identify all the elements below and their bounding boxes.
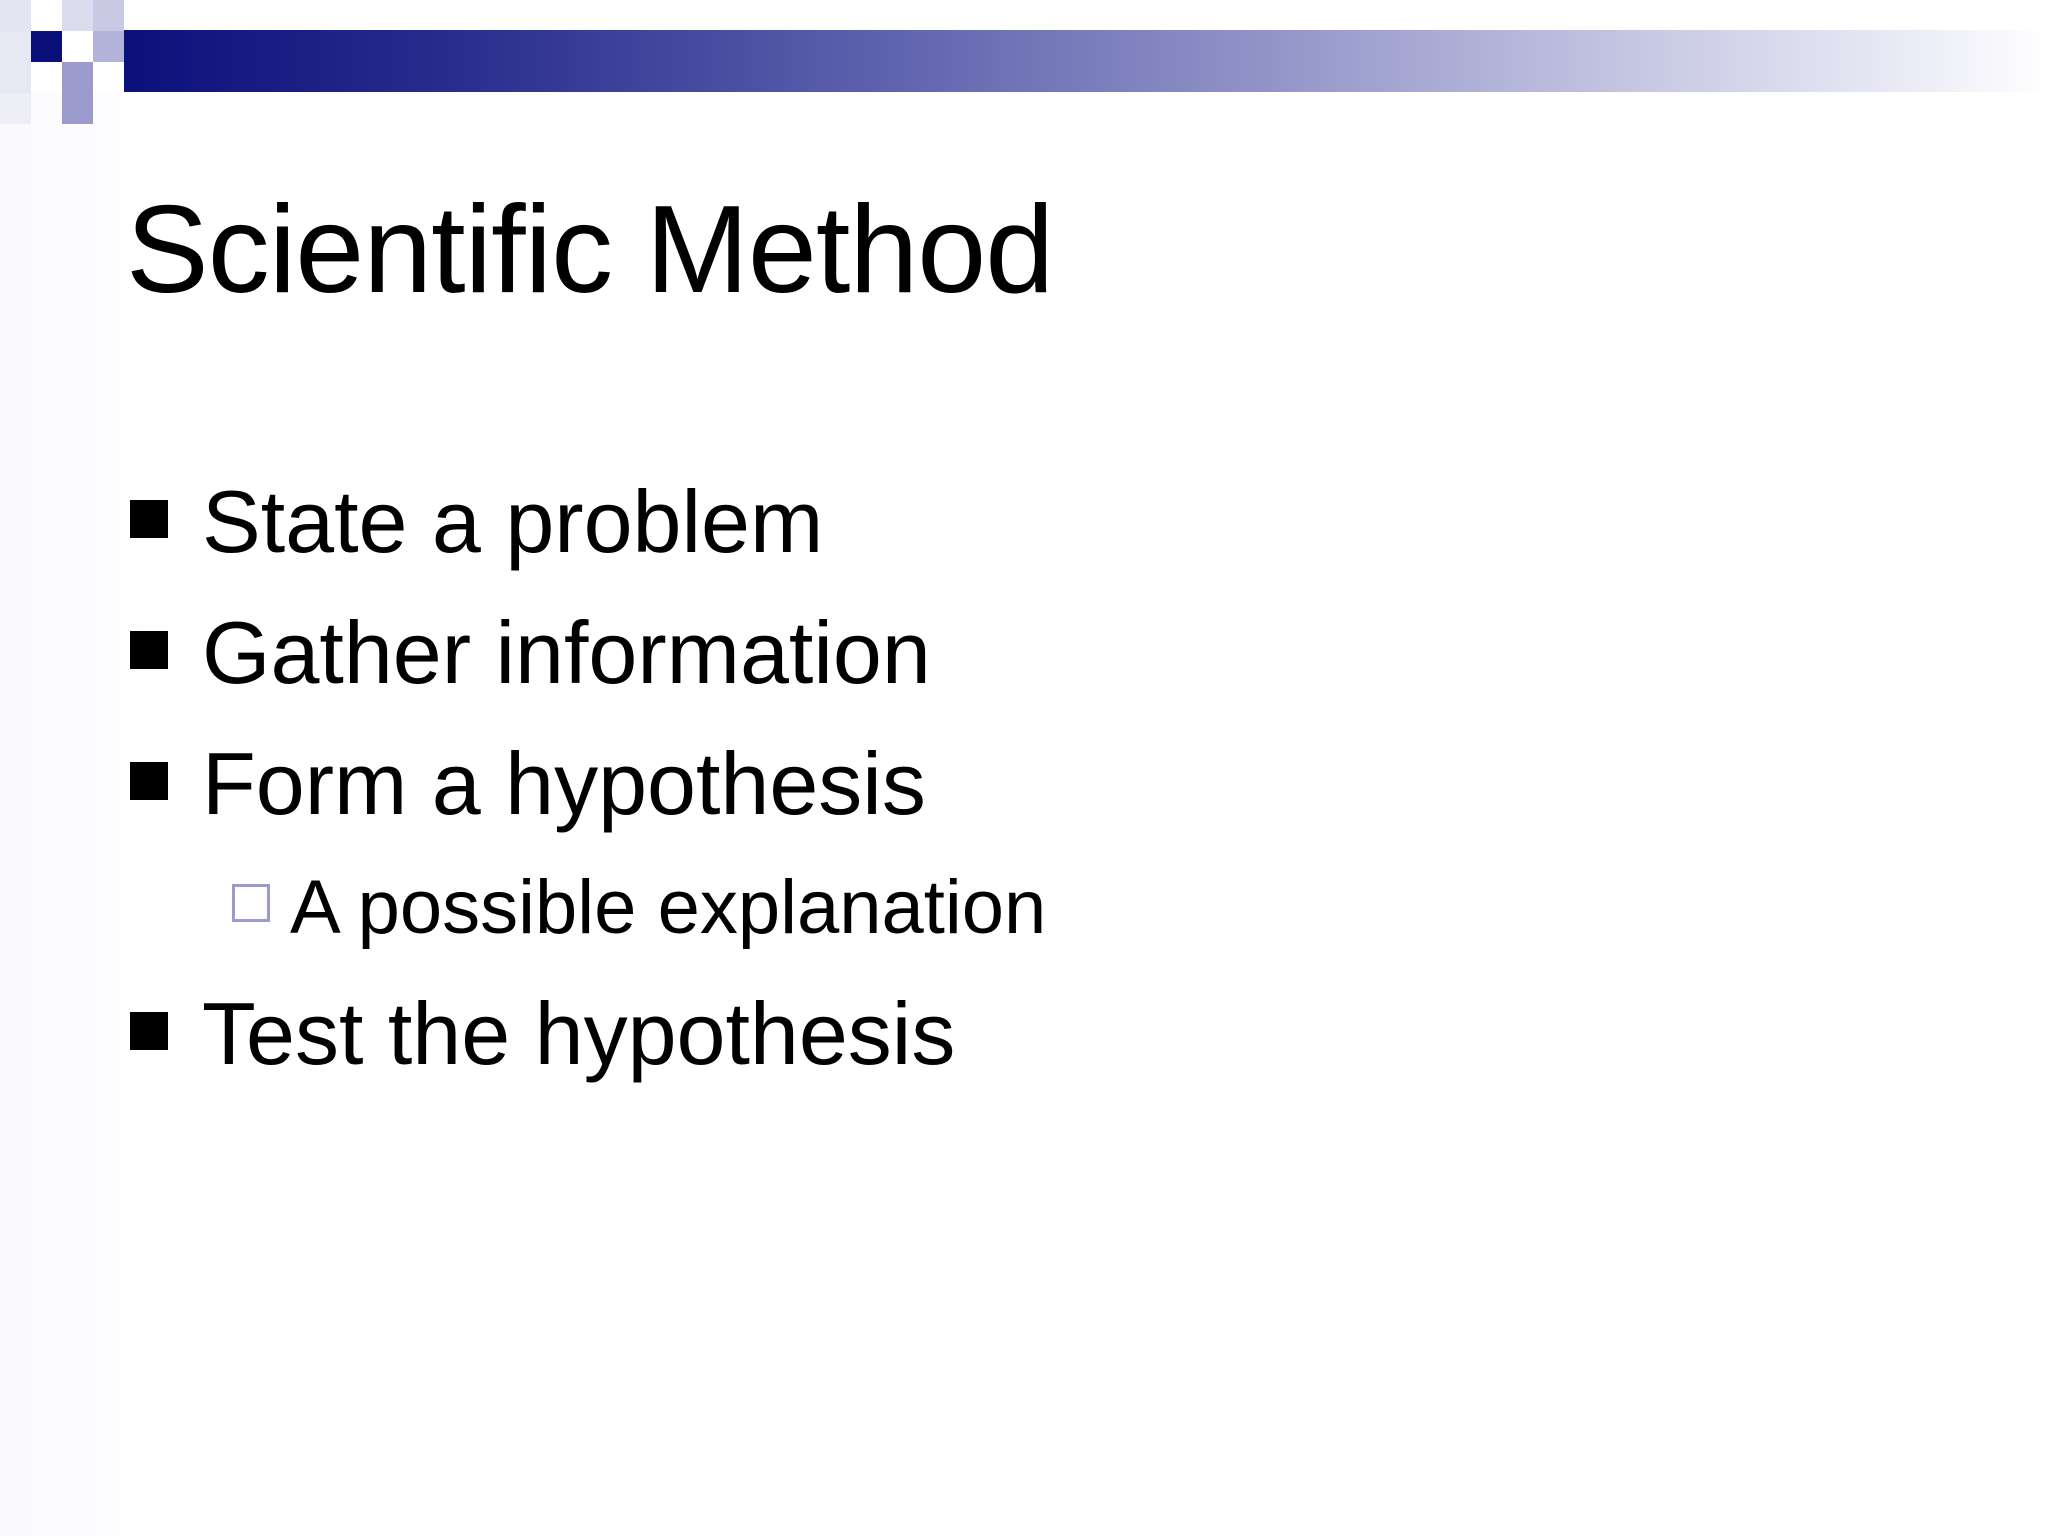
decorative-square: [62, 31, 93, 62]
decorative-square: [0, 31, 31, 62]
bullet-text: State a problem: [202, 472, 824, 571]
decorative-square: [62, 93, 93, 124]
decorative-square: [62, 0, 93, 31]
bullet-text: Form a hypothesis: [202, 734, 926, 833]
decorative-square: [31, 0, 62, 31]
square-bullet-icon: [130, 762, 168, 800]
decorative-square: [62, 62, 93, 93]
slide-title: Scientific Method: [126, 181, 1054, 319]
decorative-square: [0, 62, 31, 93]
decorative-square: [31, 31, 62, 62]
decorative-square: [0, 93, 31, 124]
hollow-square-bullet-icon: [232, 884, 270, 922]
square-bullet-icon: [130, 1012, 168, 1050]
decorative-square: [0, 0, 31, 31]
square-bullet-icon: [130, 631, 168, 669]
square-bullet-icon: [130, 500, 168, 538]
bullet-text: Test the hypothesis: [202, 984, 956, 1083]
bullet-text: Gather information: [202, 603, 931, 702]
header-gradient-bar: [120, 30, 2048, 92]
decorative-square: [93, 62, 124, 93]
sub-bullet-text: A possible explanation: [290, 865, 1047, 950]
decorative-square: [31, 62, 62, 93]
left-decorative-band: [0, 0, 143, 1536]
decorative-square: [93, 31, 124, 62]
decorative-square: [93, 0, 124, 31]
